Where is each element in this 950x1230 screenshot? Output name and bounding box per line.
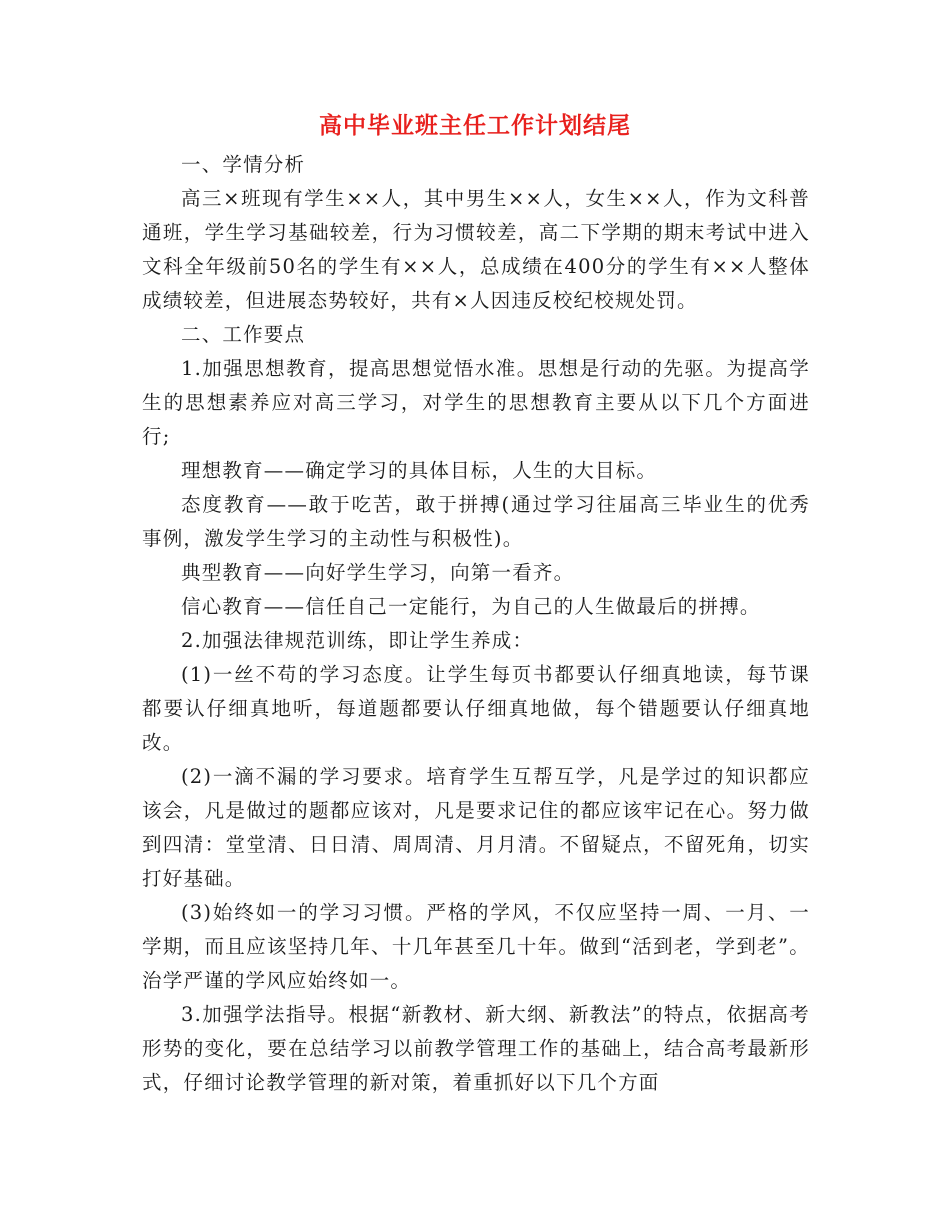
paragraph-ideal-education: 理想教育——确定学习的具体目标，人生的大目标。 [181,459,658,482]
paragraph-confidence-education: 信心教育——信任自己一定能行，为自己的人生做最后的拼搏。 [181,595,761,618]
paragraph-habit-3: (3)始终如一的学习习惯。严格的学风，不仅应坚持一周、一月、一学期，而且应该坚持几年、十几年甚至几十年。做到“活到老，学到老”。治学严谨的学风应始终如一。 [142,901,810,992]
paragraph-habit-2: (2)一滴不漏的学习要求。培育学生互帮互学，凡是学过的知识都应该会，凡是做过的题都应该对，凡是要求记住的都应该牢记在心。努力做到四清：堂堂清、日日清、周周清、月月清。不留疑点，不留死角，切实打好基础。 [142,765,810,890]
paragraph-point-2: 2.加强法律规范训练，即让学生养成： [181,629,534,652]
heading-work-points: 二、工作要点 [181,323,306,346]
paragraph-class-overview: 高三×班现有学生××人，其中男生××人，女生××人，作为文科普通班，学生学习基础较差，行为习惯较差，高二下学期的期末考试中进入文科全年级前50名的学生有××人，总成绩在400分的学生有××人整体成绩较差，但进展态势较好，共有×人因违反校纪校规处罚。 [142,187,810,312]
paragraph-habit-1: (1)一丝不苟的学习态度。让学生每页书都要认仔细真地读，每节课都要认仔细真地听，每道题都要认仔细真地做，每个错题要认仔细真地改。 [142,663,810,754]
paragraph-point-1: 1.加强思想教育，提高思想觉悟水准。思想是行动的先驱。为提高学生的思想素养应对高三学习，对学生的思想教育主要从以下几个方面进行; [142,357,810,448]
paragraph-model-education: 典型教育——向好学生学习，向第一看齐。 [181,561,575,584]
page-title: 高中毕业班主任工作计划结尾 [319,113,631,139]
heading-learning-analysis: 一、学情分析 [181,153,306,176]
paragraph-attitude-education: 态度教育——敢于吃苦，敢于拼搏(通过学习往届高三毕业生的优秀事例，激发学生学习的主动性与积极性)。 [142,493,810,550]
paragraph-point-3: 3.加强学法指导。根据“新教材、新大纲、新教法”的特点，依据高考形势的变化，要在总结学习以前教学管理工作的基础上，结合高考最新形式，仔细讨论教学管理的新对策，着重抓好以下几个方面 [142,1003,810,1094]
document-body [142,148,810,1100]
